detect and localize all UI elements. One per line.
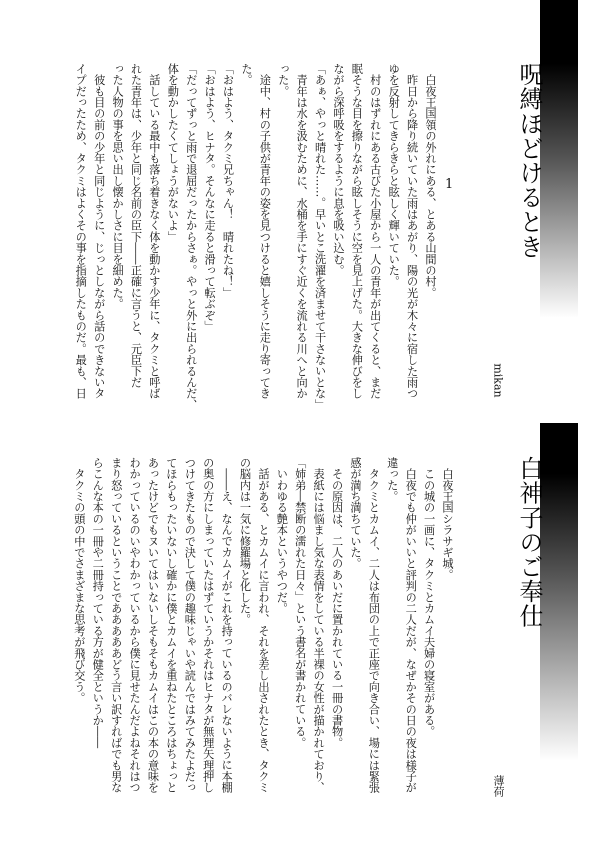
text-column: 「だってずっと雨で退屈だったからさぁ。やっと外に出られるんだ、 xyxy=(184,63,198,411)
text-column: 「姉弟―禁断の濡れた日々」という書名が書かれている。 xyxy=(293,457,307,749)
text-column: わかっているのいやわかっているから僕に見せたんだよねそれはつ xyxy=(128,457,142,793)
text-column: ゆを反射してきらきらと眩しく輝いていた。 xyxy=(387,63,401,287)
text-column: 白夜でも仲がいいと評判の二人だが、なぜかその日の夜は様子が xyxy=(404,457,418,793)
text-column: 感が満ち満ちていた。 xyxy=(348,457,362,569)
text-column: てほらもったいないし確かに僕とカムイを重ねたところはちょっと xyxy=(164,457,178,793)
text-column: 眠そうな目を擦りながら眩しそうに空を見上げた。大きな伸びをし xyxy=(350,63,364,399)
text-column: 白夜王国シラサギ城。 xyxy=(441,457,454,581)
text-column: いわゆる艶本というやつだ。 xyxy=(275,457,289,614)
author-name: 薄荷 xyxy=(492,775,505,797)
text-column: その原因は、二人のあいだに置かれている一冊の書物。 xyxy=(330,457,344,749)
text-column: 体を動かしたくてしょうがないよ」 xyxy=(166,63,180,243)
text-column: 昨日から降り続いていた雨はあがり、陽の光が木々に宿した雨つ xyxy=(405,63,419,399)
text-column: 青年は水を汲むために、水桶を手にすぐ近くを流れる川へと向か xyxy=(295,63,309,399)
text-column: 彼も目の前の少年と同じように、じっとしながら話のできないタ xyxy=(92,63,106,399)
text-column: 違った。 xyxy=(385,457,399,502)
text-column: この城の一画に、タクミとカムイ夫婦の寝室がある。 xyxy=(422,457,436,737)
story-title: 白神子のご奉仕 xyxy=(515,456,543,629)
chapter-number: 1 xyxy=(445,177,454,192)
text-column: 白夜王国領の外れにある、とある山間の村。 xyxy=(424,63,437,299)
text-column: 「あぁ、やっと晴れた……。早いとこ洗濯を済ませて干さないとな」 xyxy=(313,63,327,411)
text-column: の脳内は一気に修羅場と化した。 xyxy=(238,457,252,625)
text-column: つけてきたもので決して僕の趣味じゃいや読んではみてみたよだっ xyxy=(183,457,197,793)
story-body xyxy=(71,63,439,411)
text-column: った人物の事を思い出し懐かしさに目を細めた。 xyxy=(111,63,125,310)
text-column: った。 xyxy=(276,63,290,97)
text-column: ――え、なんでカムイがこれを持っているのバレないように本棚 xyxy=(220,457,234,793)
text-column: らこんな本の一冊や二冊持っている方が健全というか―― xyxy=(91,457,105,749)
text-column: イプだったため、タクミはよくその事を指摘したものだ。最も、日 xyxy=(74,63,88,399)
text-column: 途中、村の子供が青年の姿を見つけると嬉しそうに走り寄ってき xyxy=(258,63,272,399)
text-column: タクミの頭の中でさまざまな思考が飛び交う。 xyxy=(72,457,86,704)
text-column: 話がある、とカムイに言われ、それを差し出されたとき、タクミ xyxy=(256,457,270,793)
text-column: れた青年は、少年と同じ名前の臣下――正確に言うと、元臣下だ xyxy=(129,63,143,388)
text-column: 「おはよう、タクミ兄ちゃん！ 晴れたね！」 xyxy=(221,63,235,299)
text-column: あったけどでもヌいてはいないしそもそもカムイはこの本の意味を xyxy=(146,457,160,793)
text-column: た。 xyxy=(239,63,253,86)
text-column: タクミとカムイ、二人は布団の上で正座で向き合い、場には緊張 xyxy=(367,457,381,793)
author-name: mikan xyxy=(491,363,505,398)
text-column: の奥の方にしまっていたはずていうかそれはヒナタが無理矢理押し xyxy=(201,457,215,793)
text-column: 村のはずれにある古びた小屋から一人の青年が出てくると、まだ xyxy=(368,63,382,399)
text-column: まり怒っているということであああああどう言い訳すればでも男な xyxy=(109,457,123,793)
text-column: 「おはよう、ヒナタ。そんなに走ると滑って転ぶぞ」 xyxy=(203,63,217,332)
story-body xyxy=(69,457,456,797)
title-gradient-bar xyxy=(540,423,578,761)
title-gradient-bar xyxy=(540,0,578,318)
story-title: 呪縛ほどけるとき xyxy=(515,62,543,259)
text-column: ながら深呼吸をするように息を吸い込む。 xyxy=(331,63,345,276)
text-column: 表紙には悩まし気な表情をしている半裸の女性が描かれており、 xyxy=(312,457,326,793)
text-column: 話している最中も落ち着きなく体を動かす少年に、タクミと呼ば xyxy=(147,63,161,399)
